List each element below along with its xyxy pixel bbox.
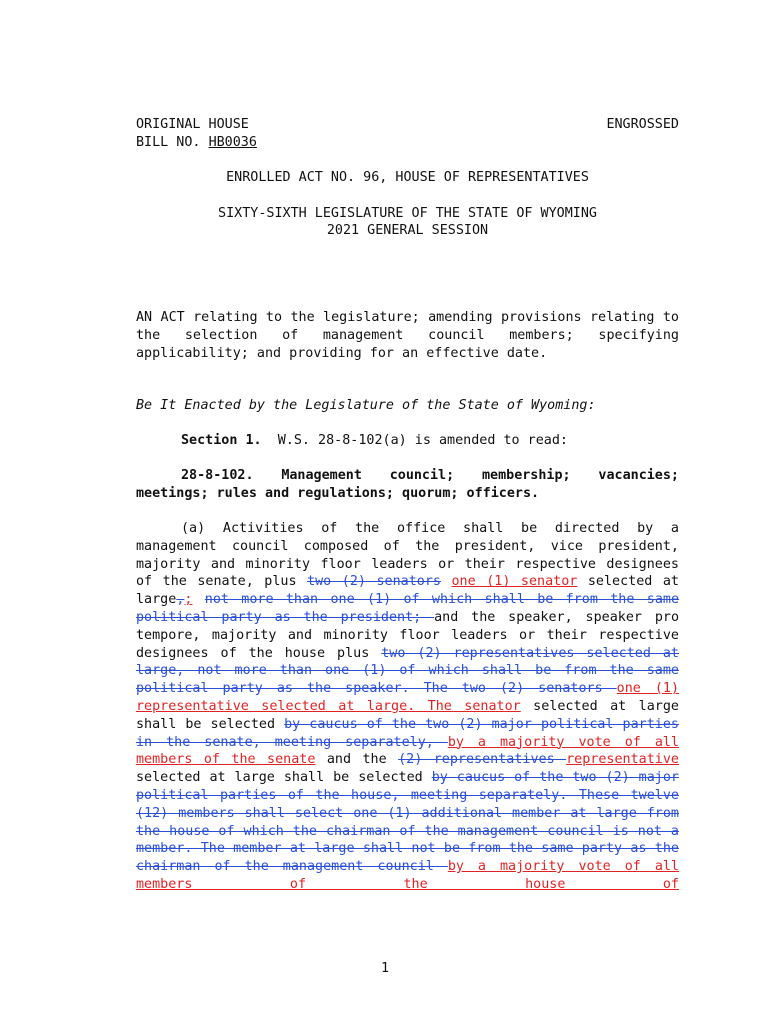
act-summary: AN ACT relating to the legislature; amending provisions relating to the selection of management council members; specifying applicability; and providing for an effective date. xyxy=(136,310,679,361)
struck-text: (2) representatives xyxy=(398,752,567,768)
bill-header xyxy=(136,117,679,132)
session-title: 2021 GENERAL SESSION xyxy=(326,223,489,238)
text-segment: selected at large shall be selected xyxy=(136,698,679,732)
header-original-house: ORIGINAL HOUSE xyxy=(136,117,249,132)
inserted-text: by a majority vote of all members of the senate xyxy=(136,734,679,768)
struck-text: , xyxy=(176,592,185,608)
inserted-text: representative xyxy=(566,752,679,768)
text-segment: and the speaker, speaker pro tempore, majority and minority floor leaders or their respective designees of the house plus xyxy=(136,609,680,661)
text-segment: (a) Activities of the office shall be directed by a management council composed of the president, vice president, majority and minority floor leaders or their respective designees of the senate, plus xyxy=(136,521,679,590)
inserted-text: one (1) representative selected at large. The senator xyxy=(136,681,680,714)
enrolled-act-title: ENROLLED ACT NO. 96, HOUSE OF REPRESENTATIVES xyxy=(226,170,589,185)
section-1-label: Section 1. xyxy=(181,433,262,448)
struck-text: not more than one (1) of which shall be from the same political party as the president; xyxy=(136,592,680,625)
section-1 xyxy=(136,432,679,450)
header-engrossed: ENGROSSED xyxy=(606,117,679,132)
inserted-text: by a majority vote of all members of the house of xyxy=(136,859,679,892)
text-segment xyxy=(192,592,204,607)
section-1-text: W.S. 28-8-102(a) is amended to read: xyxy=(277,433,568,448)
legislature-title: SIXTY-SIXTH LEGISLATURE OF THE STATE OF WYOMING xyxy=(218,206,597,221)
bill-number-prefix: BILL NO. xyxy=(136,135,209,150)
subsection-a xyxy=(136,520,679,894)
struck-text: by caucus of the two (2) major political parties in the senate, meeting separately, xyxy=(136,716,679,750)
struck-text: by caucus of the two (2) major political parties of the house, meeting separately. These twelve (12) members shall select one (1) additional member at large from the house of which the chairman of the management council is not a member. The member at large shall not be from the same party as the chairman of the management council xyxy=(136,770,679,875)
struck-text: two (2) senators xyxy=(307,574,441,590)
statute-heading: 28-8-102. Management council; membership; vacancies; meetings; rules and regulations; quorum; officers. xyxy=(136,468,679,501)
text-segment: selected at large xyxy=(136,574,679,608)
struck-text: two (2) representatives selected at large, not more than one (1) of which shall be from the same political party as the speaker. The two (2) senators xyxy=(136,645,679,697)
text-segment: and the xyxy=(315,752,399,768)
inserted-text: ; xyxy=(184,592,193,608)
text-segment: selected at large shall be selected xyxy=(136,770,432,786)
bill-number-line xyxy=(136,135,679,150)
inserted-text: one (1) senator xyxy=(451,574,578,590)
bill-number: HB0036 xyxy=(208,135,257,150)
page-number: 1 xyxy=(380,961,390,976)
enacting-clause: Be It Enacted by the Legislature of the State of Wyoming: xyxy=(136,398,596,413)
